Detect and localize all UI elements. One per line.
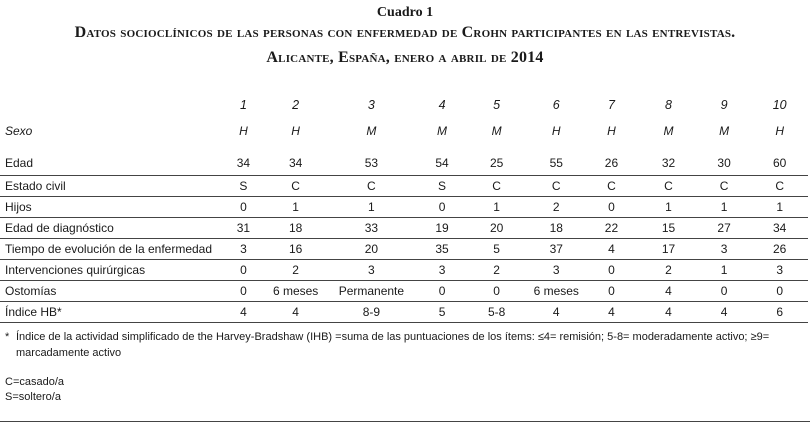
bottom-rule [0,421,810,422]
table-cell: 2 [640,260,697,281]
legend-soltero: S=soltero/a [5,391,61,403]
table-cell: H [607,123,616,138]
table-cell: 4 [530,302,583,323]
table-cell: 55 [530,151,583,176]
table-cell: S [421,176,464,197]
table-cell: 0 [583,197,641,218]
table-cell: 19 [421,218,464,239]
table-cell: Permanente [322,281,421,302]
table-cell: 22 [583,218,641,239]
table-cell: 30 [697,151,752,176]
table-cell: 54 [421,151,464,176]
column-header: 7 [607,98,615,112]
table-cell: 4 [697,302,752,323]
table-cell: C [322,176,421,197]
table-caption: Cuadro 1 [376,5,434,20]
sociodemographic-table [0,92,808,323]
table-cell: 2 [463,260,529,281]
row-label: Índice HB* [0,302,218,323]
table-cell: 6 meses [269,281,322,302]
table-cell: M [491,123,502,138]
table-cell: 37 [530,239,583,260]
table-cell: 53 [322,151,421,176]
column-header: 4 [438,98,446,112]
table-cell: 1 [322,197,421,218]
table-cell: 1 [751,197,808,218]
table-cell: 6 meses [530,281,583,302]
table-cell: 4 [640,302,697,323]
table-cell: H [239,123,248,138]
table-cell: 4 [640,281,697,302]
table-cell: 3 [530,260,583,281]
table-cell: 33 [322,218,421,239]
column-header: 1 [239,98,247,112]
table-cell: S [218,176,270,197]
row-label: Ostomías [0,281,218,302]
table-cell: 15 [640,218,697,239]
column-header: 5 [493,98,501,112]
header-row [0,92,808,118]
table-cell: 6 [751,302,808,323]
table-cell: 60 [751,151,808,176]
table-cell: 32 [640,151,697,176]
table-title-line-2: Alicante, España, enero a abril de 2014 [266,49,544,66]
table-row [0,302,808,323]
table-cell: C [463,176,529,197]
table-cell: 0 [751,281,808,302]
table-row [0,151,808,176]
table-cell: 2 [530,197,583,218]
table-cell: 4 [269,302,322,323]
table-cell: H [551,123,561,138]
table-cell: 27 [697,218,752,239]
table-cell: 2 [269,260,322,281]
table-cell: 8-9 [322,302,421,323]
row-label: Estado civil [0,176,218,197]
table-cell: C [697,176,752,197]
table-cell: 0 [463,281,529,302]
table-cell: 3 [322,260,421,281]
table-row [0,197,808,218]
table-cell: 1 [640,197,697,218]
table-cell: 1 [697,260,752,281]
table-cell: 0 [583,281,641,302]
table-cell: 34 [269,151,322,176]
table-row [0,176,808,197]
column-header: 6 [552,98,560,112]
table-cell: 5-8 [463,302,529,323]
table-cell: 1 [269,197,322,218]
table-cell: 1 [463,197,529,218]
table-title-line-1: Datos socioclínicos de las personas con enfermedad de Crohn participantes en las entrevistas. [74,24,736,41]
footnote-text: Índice de la actividad simplificado de the Harvey-Bradshaw (IHB) =suma de las puntuaciones de los ítems: ≤4= remisión; 5-8= moderadamente activo; ≥9= marcadamente activo [16,331,770,359]
table-cell: M [663,123,674,138]
header-blank [0,92,218,118]
row-label: Intervenciones quirúrgicas [0,260,218,281]
table-cell: 1 [697,197,752,218]
table-cell: 31 [218,218,270,239]
table-cell: M [366,123,377,138]
table-cell: 0 [421,197,464,218]
row-label: Edad [0,151,218,176]
table-cell: 26 [583,151,641,176]
table-cell: M [719,123,730,138]
table-cell: H [291,123,300,138]
table-cell: 0 [421,281,464,302]
table-cell: 0 [218,197,270,218]
table-cell: 3 [751,260,808,281]
table-cell: 18 [269,218,322,239]
table-cell: 3 [421,260,464,281]
table-row [0,218,808,239]
legend-casado: C=casado/a [5,376,65,388]
table-cell: 16 [269,239,322,260]
table-cell: 20 [463,218,529,239]
table-row [0,239,808,260]
table-cell: 25 [463,151,529,176]
table-cell: 3 [697,239,752,260]
table-cell: 0 [697,281,752,302]
table-cell: 5 [463,239,529,260]
table-cell: M [437,123,448,138]
table-cell: C [530,176,583,197]
table-row [0,281,808,302]
table-cell: 0 [218,260,270,281]
footnote [5,329,803,361]
table-cell: 20 [322,239,421,260]
table-cell: 4 [583,239,641,260]
spacer-row [0,143,808,151]
table-cell: 5 [421,302,464,323]
table-cell: C [269,176,322,197]
table-cell: 3 [218,239,270,260]
table-cell: 18 [530,218,583,239]
table-row [0,118,808,143]
table-cell: 26 [751,239,808,260]
table-cell: C [583,176,641,197]
table-cell: 17 [640,239,697,260]
table-cell: H [775,123,785,138]
table-cell: C [640,176,697,197]
row-label: Hijos [0,197,218,218]
table-cell: 34 [751,218,808,239]
table-cell: C [751,176,808,197]
row-label: Sexo [5,123,33,138]
table-cell: 0 [218,281,270,302]
table-row [0,260,808,281]
row-label: Tiempo de evolución de la enfermedad [0,239,218,260]
table-cell: 0 [583,260,641,281]
table-cell: 4 [218,302,270,323]
footnote-mark: * [5,331,10,343]
table-cell: 35 [421,239,464,260]
table-cell: 34 [218,151,270,176]
row-label: Edad de diagnóstico [0,218,218,239]
table-cell: 4 [583,302,641,323]
column-header: 2 [292,98,300,112]
column-header: 8 [665,98,672,112]
spacer-cell [0,143,808,151]
column-header: 10 [772,98,787,112]
column-header: 9 [720,98,728,112]
column-header: 3 [367,98,375,112]
